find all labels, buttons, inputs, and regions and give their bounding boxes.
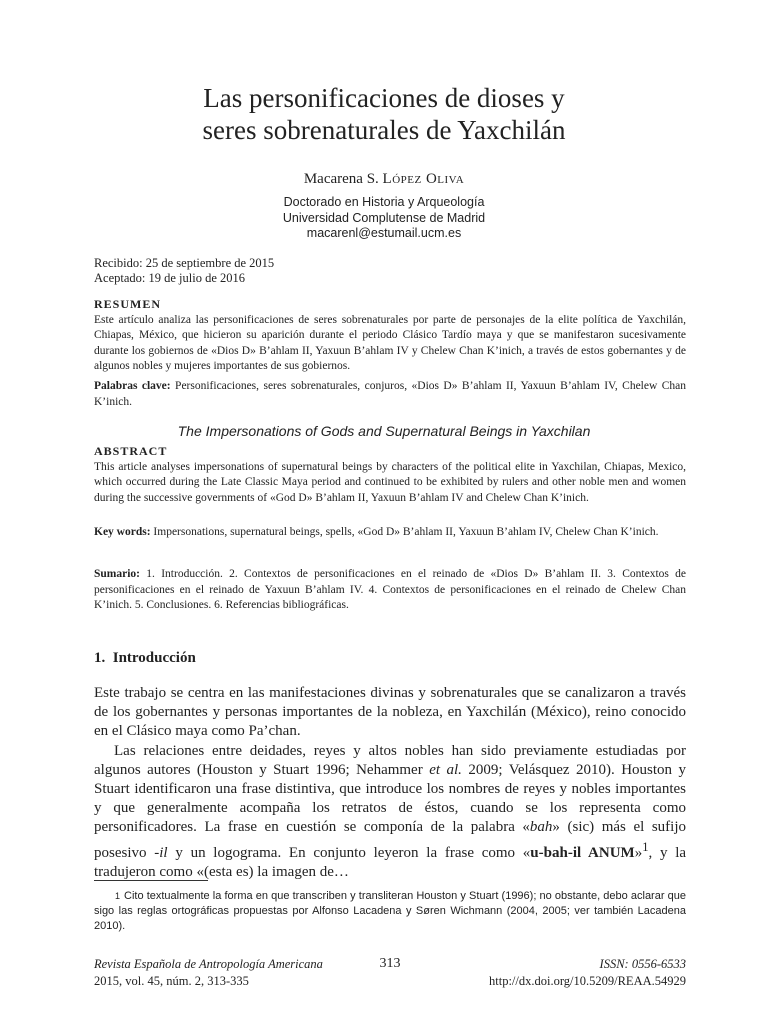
footnote <box>94 889 686 934</box>
received-date: Recibido: 25 de septiembre de 2015 <box>94 256 275 270</box>
footnote-divider <box>94 880 208 881</box>
palabras-clave-label: Palabras clave: <box>94 380 171 392</box>
paragraph-1: Este trabajo se centra en las manifestaciones divinas y sobrenaturales que se canalizaron a través de los gobernantes y personas importantes de la nobleza, en Yaxchilán (México), reino conocido en el Clásico maya como Pa’chan. <box>94 685 686 740</box>
english-title: The Impersonations of Gods and Supernatural Beings in Yaxchilan <box>177 423 591 439</box>
title-line-1: Las personificaciones de dioses y <box>203 83 565 113</box>
paragraph-2-text-f: , y la tradujeron como «(esta es) la imagen de… <box>94 844 687 880</box>
u-bah-il-bold: u-bah-il ANUM <box>530 844 635 861</box>
key-words-text: Impersonations, supernatural beings, spells, «God D» B’ahlam II, Yaxuun B’ahlam IV, Chelew Chan K’inich. <box>153 526 659 538</box>
sumario-text: 1. Introducción. 2. Contextos de personificaciones en el reinado de «Dios D» B’ahlam II. 3. Contextos de personificaciones en el reinado de Yaxuun B’ahlam IV. 4. Contextos de personificaciones en el reinado de Chelew Chan K’inich. 5. Conclusiones. 6. Referencias bibliográficas. <box>94 568 687 611</box>
issn: ISSN: 0556-6533 <box>599 957 686 971</box>
author-email[interactable]: macarenl@estumail.ucm.es <box>306 226 462 240</box>
resumen-block <box>94 297 686 375</box>
footer-identifiers <box>489 956 686 990</box>
affiliation-program: Doctorado en Historia y Arqueología <box>283 195 485 209</box>
author-name <box>0 171 768 188</box>
palabras-clave-text: Personificaciones, seres sobrenaturales, conjuros, «Dios D» B’ahlam II, Yaxuun B’ahlam IV, Chelew Chan K’inich. <box>94 380 686 408</box>
footer-citation <box>94 956 323 990</box>
section-number: 1. <box>94 650 106 666</box>
footnote-ref[interactable]: 1 <box>642 839 649 854</box>
palabras-clave-block <box>94 379 686 410</box>
resumen-heading: RESUMEN <box>94 297 162 311</box>
author-affiliation <box>0 195 768 242</box>
page-number: 313 <box>379 956 401 971</box>
title-line-2: seres sobrenaturales de Yaxchilán <box>202 115 566 145</box>
abstract-heading: ABSTRACT <box>94 444 168 458</box>
author-surname: López Oliva <box>382 171 465 187</box>
submission-dates <box>94 256 274 286</box>
footnote-number: 1 <box>114 891 120 901</box>
paragraph-2 <box>94 742 686 882</box>
sumario-label: Sumario: <box>94 568 140 580</box>
section-heading <box>94 650 196 667</box>
sumario-block <box>94 567 686 614</box>
resumen-text: Este artículo analiza las personificaciones de seres sobrenaturales por parte de personajes de la elite política de Yaxchilán, Chiapas, México, que hicieron su aparición durante el periodo Clásico Tardío maya y que se manifestaron sucesivamente durante los gobiernos de «Dios D» B’ahlam II, Yaxuun B’ahlam IV y Chelew Chan K’inich, a través de estos gobernantes y de algunos nobles y mujeres importantes de sus gobiernos. <box>94 313 686 372</box>
article-title <box>0 82 768 146</box>
affiliation-university: Universidad Complutense de Madrid <box>282 210 486 225</box>
doi-link[interactable]: http://dx.doi.org/10.5209/REAA.54929 <box>489 974 686 988</box>
key-words-label: Key words: <box>94 526 151 538</box>
paragraph-2-text-d: y un logograma. En conjunto leyeron la frase como « <box>167 844 531 861</box>
key-words-block <box>94 525 686 541</box>
section-title: Introducción <box>112 650 196 666</box>
paragraph-2-text-a: Las relaciones entre deidades, reyes y altos nobles han sido previamente estudiadas por algunos autores (Houston y Stuart 1996; Nehammer <box>94 742 686 778</box>
paragraph-2-text-b: 2009; Velásquez 2010). Houston y Stuart identificaron una frase distintiva, que introduce los nombres de reyes y nobles importantes y que generalmente acompaña los retratos de éstos, cuando se los representa como personificadores. La frase en cuestión se componía de la palabra « <box>94 761 686 836</box>
footnote-text: Cito textualmente la forma en que transcriben y transliteran Houston y Stuart (1996); no obstante, debo aclarar que sigo las reglas ortográficas propuestas por Alfonso Lacadena y Søren Wichmann (2004, 2005; ver también Lacadena 2010). <box>94 890 686 932</box>
bah-italic: bah <box>529 819 553 836</box>
body-text <box>94 684 686 882</box>
abstract-text: This article analyses impersonations of supernatural beings by characters of the political elite in Yaxchilan, Chiapas, Mexico, which occurred during the Late Classic Maya period and continued to be exhibited by rulers and other noble men and women during the successive governments of «God D» B’ahlam II, Yaxuun B’ahlam IV and Chelew Chan K’inich. <box>94 460 686 504</box>
paragraph-2-text-c: » (sic) más el sufijo posesivo <box>94 819 686 861</box>
journal-name: Revista Española de Antropología Americana <box>94 957 323 971</box>
author-given-name: Macarena S. <box>303 171 379 187</box>
il-italic: -il <box>154 844 168 861</box>
accepted-date: Aceptado: 19 de julio de 2016 <box>94 271 246 285</box>
journal-volume: 2015, vol. 45, núm. 2, 313-335 <box>94 974 249 988</box>
abstract-block <box>94 444 686 506</box>
paragraph-2-text-e: » <box>634 844 643 861</box>
et-al-italic: et al. <box>429 761 462 778</box>
